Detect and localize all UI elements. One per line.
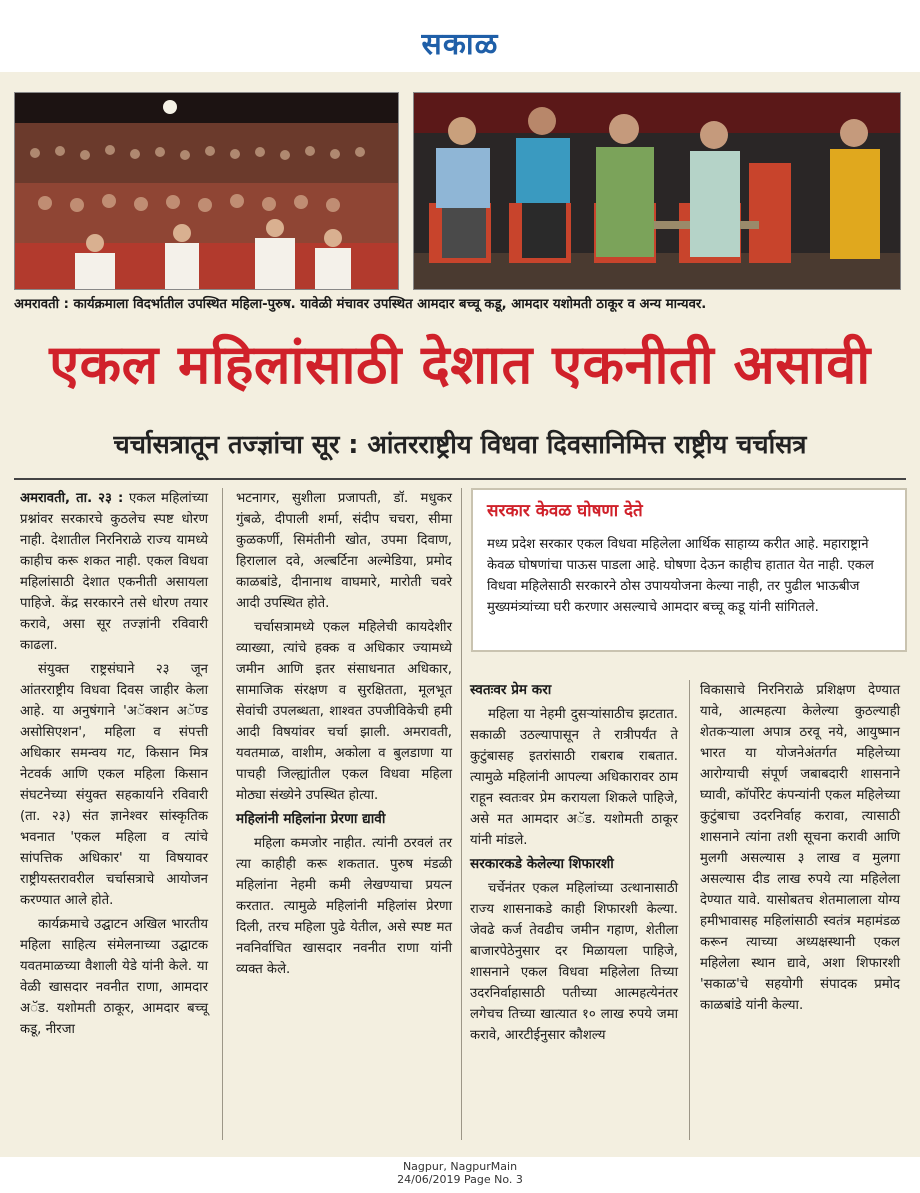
sidebar-box [471, 488, 907, 652]
paragraph: महिला या नेहमी दुसऱ्यांसाठीच झटतात. सकाळी उठल्यापासून ते रात्रीपर्यंत ते कुटुंबासह इतरांसाठी राबराब राबतात. त्यामुळे महिलांनी आपल्या अधिकारावर ठाम राहून स्वतःवर प्रेम करायला शिकले पाहिजे, असे मत आमदार अॅड. यशोमती ठाकूर यांनी मांडले. [470, 707, 678, 848]
audience-photo [14, 92, 399, 290]
edition-label: Nagpur, NagpurMain [402, 1160, 518, 1173]
paragraph: कार्यक्रमाचे उद्घाटन अखिल भारतीय महिला साहित्य संमेलनाच्या उद्घाटक यवतमाळच्या वैशाली येडे यांनी केले. या वेळी खासदार नवनीत राणा, आमदार अॅड. यशोमती ठाकूर, आमदार बच्चू कडू, नीरजा [20, 917, 208, 1037]
paragraph: चर्चासत्रामध्ये एकल महिलेची कायदेशीर व्याख्या, त्यांचे हक्क व अधिकार ज्यामध्ये जमीन आणि इतर संसाधनात अधिकार, सामाजिक संरक्षण व सुरक्षितता, मूलभूत सेवांची उपलब्धता, शाश्वत उपजीविकेची हमी आदी विषयांवर चर्चा झाली. अमरावती, यवतमाळ, वाशीम, अकोला व बुलडाणा या पाचही जिल्ह्यांतील एकल विधवा महिला मोठ्या संख्येने उपस्थित होत्या. [236, 620, 452, 803]
column-divider [689, 680, 690, 1140]
subheadline: चर्चासत्रातून तज्ज्ञांचा सूर : आंतरराष्ट्रीय विधवा दिवसानिमित्त राष्ट्रीय चर्चासत्र [113, 430, 807, 460]
paragraph: संयुक्त राष्ट्रसंघाने २३ जून आंतरराष्ट्रीय विधवा दिवस जाहीर केला आहे. या अनुषंगाने 'अॅक्शन अॅण्ड असोसिएशन', महिला व संपत्ती अधिकार समन्वय गट, किसान मित्र नेटवर्क आणि एकल महिला किसान संघटनेच्या संयुक्त सहकार्याने रविवारी (ता. २३) संत ज्ञानेश्वर सांस्कृतिक भवनात 'एकल महिला व त्यांचे सांपत्तिक अधिकार' या विषयावर राष्ट्रीयस्तरावरील चर्चासत्राचे आयोजन करण्यात आले होते. [20, 662, 208, 908]
headline: एकल महिलांसाठी देशात एकनीती असावी [49, 333, 871, 396]
subsection-heading: सरकारकडे केलेल्या शिफारशी [470, 856, 614, 872]
paragraph: महिला कमजोर नाहीत. त्यांनी ठरवलं तर त्या काहीही करू शकतात. पुरुष मंडळी महिलांना नेहमी कमी लेखण्याचा प्रयत्न करतात. त्यामुळे महिलांनी महिलांस प्रेरणा दिली, तरच महिला पुढे येतील, असे स्पष्ट मत नवनिर्वाचित खासदार नवनीत राणा यांनी व्यक्त केले. [236, 836, 452, 977]
masthead-logo: सकाळ [421, 27, 499, 62]
paragraph: भटनागर, सुशीला प्रजापती, डॉ. मधुकर गुंबळे, दीपाली शर्मा, संदीप चचरा, सीमा कुळकर्णी, सिमंतीनी खोत, उपमा दिवाण, हिरालाल दवे, अल्बर्टिना अल्मेडिया, प्रमोद काळबांडे, दीनानाथ वाघमारे, मारोती चवरे आदी उपस्थित होते. [236, 491, 452, 611]
paragraph-text: एकल महिलांच्या प्रश्नांवर सरकारचे कुठलेच स्पष्ट धोरण नाही. देशातील निरनिराळे राज्य यामध्ये काहीच करू शकत नाही. एकल विधवा महिलांसाठी देशात एकनीती असायला पाहिजे. केंद्र सरकारने तसे धोरण तयार करावे, असा सूर तज्ज्ञांनी रविवारी काढला. [20, 491, 208, 653]
sidebar-box-title: सरकार केवळ घोषणा देते [487, 501, 643, 521]
column-divider [461, 488, 462, 1140]
article-column-3 [470, 680, 678, 1049]
dateline: अमरावती, ता. २३ : [20, 491, 124, 506]
photo-caption: अमरावती : कार्यक्रमाला विदर्भातील उपस्थित महिला-पुरुष. यावेळी मंचावर उपस्थित आमदार बच्चू कडू, आमदार यशोमती ठाकूर व अन्य मान्यवर. [14, 297, 707, 312]
article-column-4 [700, 680, 900, 1019]
headline-rule [14, 478, 906, 480]
date-page-label: 24/06/2019 Page No. 3 [397, 1173, 523, 1186]
paragraph: चर्चेनंतर एकल महिलांच्या उत्थानासाठी राज्य शासनाकडे काही शिफारशी केल्या. जेवढे कर्ज तेवढीच जमीन गहाण, शेतीला बाजारपेठेनुसार दर मिळायला पाहिजे, शासनाने एकल विधवा महिलेला तिच्या उदरनिर्वाहासाठी पतीच्या आत्महत्येनंतर लगेचच तिच्या खात्यात १० लाख रुपये जमा करावे, आरटीईनुसार कौशल्य [470, 881, 678, 1043]
stage-photo [413, 92, 901, 290]
subsection-heading: स्वतःवर प्रेम करा [470, 682, 552, 698]
article-column-1 [20, 488, 208, 1043]
column-divider [222, 488, 223, 1140]
subsection-heading: महिलांनी महिलांना प्रेरणा द्यावी [236, 811, 386, 827]
sidebar-box-text: मध्य प्रदेश सरकार एकल विधवा महिलेला आर्थिक साहाय्य करीत आहे. महाराष्ट्राने केवळ घोषणांचा पाऊस पाडला आहे. घोषणा देऊन काहीच हातात येत नाही. एकल विधवा महिलेसाठी सरकारने ठोस उपाययोजना केल्या नाही, तर पुढील भाऊबीज मुख्यमंत्र्यांच्या घरी करणार असल्याचे आमदार बच्चू कडू यांनी सांगितले. [487, 537, 874, 615]
paragraph: विकासाचे निरनिराळे प्रशिक्षण देण्यात यावे, आत्महत्या केलेल्या कुठल्याही शेतकऱ्याला अपात्र ठरवू नये, आयुष्मान भारत या योजनेअंतर्गत महिलेच्या आरोग्याची संपूर्ण जबाबदारी शासनाने घ्यावी, कॉर्पोरेट कंपन्यांनी एकल महिलेच्या कुटुंबाचा उदरनिर्वाह करावा, त्यासाठी शासनाने त्यांना तशी सूचना करावी आणि मुलगी असल्यास ३ लाख व मुलगा असल्यास दीड लाख रुपये त्या महिलेला देण्यात यावे. यासोबतच शेतमालाला योग्य हमीभावासह महिलांसाठी स्वतंत्र महामंडळ करून त्याच्या अध्यक्षस्थानी एकल महिलेला स्थान द्यावे, अशा शिफारशी 'सकाळ'चे सहयोगी संपादक प्रमोद काळबांडे यांनी केल्या. [700, 683, 900, 1013]
paragraph [20, 488, 208, 656]
article-column-2 [236, 488, 452, 983]
page-footer [0, 1160, 920, 1186]
